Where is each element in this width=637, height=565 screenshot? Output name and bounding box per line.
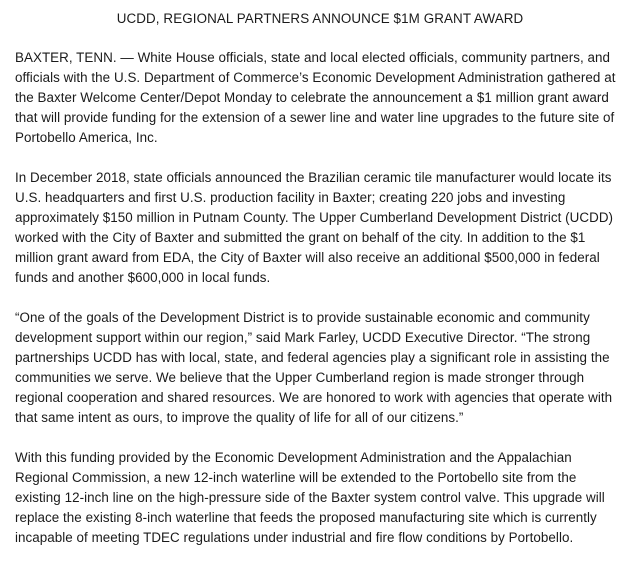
article-paragraph: “One of the goals of the Development District is to provide sustainable economic and community development support within our region,” said Mark Farley, UCDD Executive Director. “The strong partnerships UCDD has with local, state, and federal agencies play a significant role in assisting the communities we serve. We believe that the Upper Cumberland region is made stronger through regional cooperation and shared resources. We are honored to work with agencies that operate with that same intent as ours, to improve the quality of life for all of our citizens.”: [15, 310, 613, 425]
article-paragraph: BAXTER, TENN. — White House officials, state and local elected officials, community partners, and officials with the U.S. Department of Commerce’s Economic Development Administration gathered at the Baxter Welcome Center/Depot Monday to celebrate the announcement a $1 million grant award that will provide funding for the extension of a sewer line and water line upgrades to the future site of Portobello America, Inc.: [15, 50, 616, 145]
article-headline: UCDD, REGIONAL PARTNERS ANNOUNCE $1M GRANT AWARD: [116, 11, 524, 26]
article-paragraph: With this funding provided by the Economic Development Administration and the Appalachian Regional Commission, a new 12-inch waterline will be extended to the Portobello site from the existing 12-inch line on the high-pressure side of the Baxter system control valve. This upgrade will replace the existing 8-inch waterline that feeds the proposed manufacturing site which is currently incapable of meeting TDEC regulations under industrial and fire flow conditions by Portobello.: [15, 450, 605, 545]
article-paragraph: In December 2018, state officials announced the Brazilian ceramic tile manufacturer would locate its U.S. headquarters and first U.S. production facility in Baxter; creating 220 jobs and investing approximately $150 million in Putnam County. The Upper Cumberland Development District (UCDD) worked with the City of Baxter and submitted the grant on behalf of the city. In addition to the $1 million grant award from EDA, the City of Baxter will also receive an additional $500,000 in federal funds and another $600,000 in local funds.: [15, 170, 614, 285]
